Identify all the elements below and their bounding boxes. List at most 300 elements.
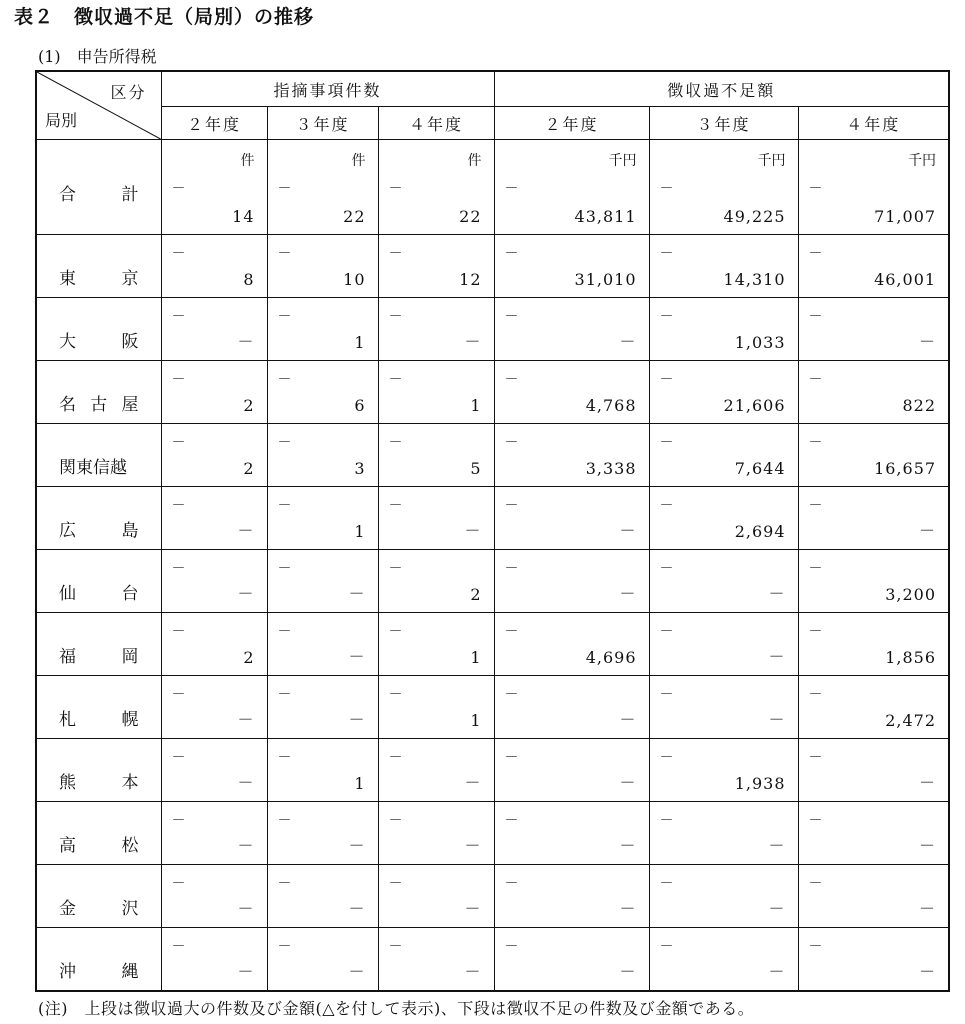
bureau-name: [59, 453, 139, 478]
bureau-name-char: 縄: [121, 962, 139, 982]
undercollection-value: －: [619, 773, 637, 792]
value-cell: [161, 739, 267, 802]
undercollection-value: －: [768, 584, 786, 603]
overcollection-value: －: [808, 750, 823, 766]
overcollection-value: －: [808, 939, 823, 955]
undercollection-value: 1,856: [885, 648, 937, 667]
undercollection-value: －: [464, 899, 482, 918]
undercollection-value: 71,007: [874, 207, 937, 226]
overcollection-value: －: [659, 561, 674, 577]
undercollection-value: －: [464, 836, 482, 855]
bureau-name-char: 阪: [121, 332, 139, 352]
undercollection-value: 3,200: [885, 585, 937, 604]
undercollection-value: 3,338: [585, 459, 637, 478]
value-cell: [267, 298, 378, 361]
value-cell: [161, 928, 267, 992]
value-cell: [267, 865, 378, 928]
value-cell: [378, 676, 494, 739]
value-cell: [161, 550, 267, 613]
value-cell: [378, 550, 494, 613]
undercollection-value: 12: [459, 270, 482, 289]
value-cell: [378, 361, 494, 424]
value-cell: [649, 676, 798, 739]
undercollection-value: 4,696: [585, 648, 637, 667]
undercollection-value: －: [237, 332, 255, 351]
year-header: ４年度: [798, 107, 949, 140]
bureau-name: [59, 264, 139, 289]
value-cell: [649, 865, 798, 928]
unit-label: 件: [467, 153, 482, 169]
overcollection-value: －: [171, 561, 186, 577]
bureau-cell: [36, 550, 161, 613]
value-cell: [649, 424, 798, 487]
overcollection-value: －: [808, 687, 823, 703]
overcollection-value: －: [388, 687, 403, 703]
overcollection-value: －: [504, 939, 519, 955]
table-row: [36, 865, 949, 928]
bureau-name-char: 高: [59, 836, 76, 856]
value-cell: [161, 676, 267, 739]
undercollection-value: 1: [354, 774, 366, 793]
overcollection-value: －: [388, 309, 403, 325]
undercollection-value: 22: [459, 207, 482, 226]
undercollection-value: －: [348, 584, 366, 603]
value-cell: [798, 676, 949, 739]
footnote: (注) 上段は徴収過大の件数及び金額(△を付して表示)、下段は徴収不足の件数及び金額である。: [38, 999, 755, 1018]
overcollection-value: －: [659, 372, 674, 388]
unit-label: 千円: [608, 153, 637, 169]
overcollection-value: －: [504, 372, 519, 388]
bureau-name-char: 名: [59, 395, 76, 415]
overcollection-value: －: [277, 246, 292, 262]
overcollection-value: －: [808, 813, 823, 829]
undercollection-value: 1: [470, 396, 482, 415]
overcollection-value: －: [504, 181, 519, 197]
undercollection-value: 49,225: [723, 207, 786, 226]
bureau-name-char: 東: [59, 269, 76, 289]
overcollection-value: －: [171, 246, 186, 262]
value-cell: [494, 424, 649, 487]
value-cell: [494, 140, 649, 235]
overcollection-value: －: [504, 813, 519, 829]
overcollection-value: －: [659, 246, 674, 262]
bureau-name-char: 仙: [59, 584, 76, 604]
overcollection-value: －: [388, 246, 403, 262]
overcollection-value: －: [277, 561, 292, 577]
undercollection-value: 10: [343, 270, 366, 289]
undercollection-value: －: [348, 836, 366, 855]
value-cell: [494, 550, 649, 613]
overcollection-value: －: [277, 435, 292, 451]
overcollection-value: －: [388, 624, 403, 640]
unit-label: 件: [351, 153, 366, 169]
bureau-name: [59, 705, 139, 730]
value-cell: [649, 298, 798, 361]
value-cell: [267, 739, 378, 802]
value-cell: [649, 361, 798, 424]
overcollection-value: －: [171, 813, 186, 829]
undercollection-value: 822: [902, 396, 937, 415]
bureau-name: [59, 516, 139, 541]
value-cell: [378, 487, 494, 550]
value-cell: [267, 361, 378, 424]
overcollection-value: －: [388, 813, 403, 829]
overcollection-value: －: [171, 687, 186, 703]
bureau-cell: [36, 928, 161, 992]
undercollection-value: －: [768, 710, 786, 729]
value-cell: [378, 613, 494, 676]
undercollection-value: 6: [354, 396, 366, 415]
undercollection-value: 16,657: [874, 459, 937, 478]
unit-label: 千円: [757, 153, 786, 169]
value-cell: [161, 140, 267, 235]
undercollection-value: －: [464, 521, 482, 540]
overcollection-value: －: [277, 372, 292, 388]
overcollection-value: －: [504, 498, 519, 514]
value-cell: [378, 802, 494, 865]
table-row: [36, 802, 949, 865]
undercollection-value: 2: [470, 585, 482, 604]
bureau-cell: [36, 487, 161, 550]
value-cell: [649, 802, 798, 865]
overcollection-value: －: [659, 435, 674, 451]
year-header: ３年度: [649, 107, 798, 140]
overcollection-value: －: [388, 435, 403, 451]
value-cell: [267, 676, 378, 739]
overcollection-value: －: [504, 309, 519, 325]
bureau-cell: [36, 298, 161, 361]
undercollection-value: －: [464, 962, 482, 981]
undercollection-value: 1: [470, 648, 482, 667]
undercollection-value: 14,310: [723, 270, 786, 289]
bureau-name: [59, 957, 139, 982]
overcollection-value: －: [808, 435, 823, 451]
bureau-name: [59, 831, 139, 856]
overcollection-value: －: [171, 624, 186, 640]
value-cell: [494, 802, 649, 865]
table-row: [36, 739, 949, 802]
overcollection-value: －: [808, 181, 823, 197]
undercollection-value: 46,001: [874, 270, 937, 289]
value-cell: [378, 928, 494, 992]
table-row: [36, 235, 949, 298]
value-cell: [798, 140, 949, 235]
bureau-cell: [36, 140, 161, 235]
value-cell: [798, 361, 949, 424]
overcollection-value: －: [504, 624, 519, 640]
table-row: [36, 140, 949, 235]
bureau-name-char: 屋: [121, 395, 139, 415]
value-cell: [649, 928, 798, 992]
undercollection-value: －: [768, 836, 786, 855]
value-cell: [267, 235, 378, 298]
table-row: [36, 613, 949, 676]
overcollection-value: －: [277, 624, 292, 640]
value-cell: [267, 550, 378, 613]
undercollection-value: －: [919, 521, 937, 540]
bureau-name-char: 金: [59, 899, 76, 919]
table-row: [36, 928, 949, 992]
undercollection-value: －: [619, 521, 637, 540]
bureau-name-char: 沢: [121, 899, 139, 919]
bureau-name-char: 札: [59, 710, 76, 730]
undercollection-value: 1: [354, 522, 366, 541]
bureau-name-char: 京: [121, 269, 139, 289]
bureau-name-char: 大: [59, 332, 76, 352]
value-cell: [798, 235, 949, 298]
value-cell: [494, 235, 649, 298]
table-row: [36, 550, 949, 613]
bureau-name-char: 広: [59, 521, 76, 541]
value-cell: [798, 424, 949, 487]
overcollection-value: －: [504, 561, 519, 577]
bureau-name-char: 福: [59, 647, 76, 667]
value-cell: [494, 361, 649, 424]
bureau-name: [59, 180, 139, 205]
value-cell: [161, 487, 267, 550]
value-cell: [649, 140, 798, 235]
undercollection-value: 1,938: [734, 774, 786, 793]
undercollection-value: －: [237, 962, 255, 981]
overcollection-value: －: [659, 813, 674, 829]
group-header-amount: 徴収過不足額: [494, 71, 949, 107]
undercollection-value: 1,033: [734, 333, 786, 352]
bureau-name-char: 熊: [59, 773, 76, 793]
overcollection-value: －: [171, 181, 186, 197]
value-cell: [161, 361, 267, 424]
overcollection-value: －: [808, 624, 823, 640]
year-header: ２年度: [494, 107, 649, 140]
undercollection-value: 5: [470, 459, 482, 478]
overcollection-value: －: [659, 750, 674, 766]
undercollection-value: －: [348, 710, 366, 729]
undercollection-value: 1: [354, 333, 366, 352]
overcollection-value: －: [388, 876, 403, 892]
overcollection-value: －: [388, 498, 403, 514]
overcollection-value: －: [504, 246, 519, 262]
overcollection-value: －: [808, 876, 823, 892]
overcollection-value: －: [277, 687, 292, 703]
undercollection-value: 31,010: [574, 270, 637, 289]
bureau-name-char: 岡: [121, 647, 139, 667]
bureau-name-char: 本: [121, 773, 139, 793]
bureau-cell: [36, 424, 161, 487]
table-row: [36, 298, 949, 361]
undercollection-value: －: [768, 647, 786, 666]
undercollection-value: －: [464, 332, 482, 351]
undercollection-value: －: [619, 584, 637, 603]
value-cell: [798, 802, 949, 865]
overcollection-value: －: [277, 876, 292, 892]
value-cell: [161, 298, 267, 361]
value-cell: [649, 613, 798, 676]
undercollection-value: 2: [243, 648, 255, 667]
undercollection-value: －: [919, 836, 937, 855]
table-subtitle: (1) 申告所得税: [38, 47, 157, 66]
value-cell: [798, 739, 949, 802]
undercollection-value: 21,606: [723, 396, 786, 415]
undercollection-value: －: [919, 332, 937, 351]
value-cell: [267, 613, 378, 676]
bureau-name: [59, 768, 139, 793]
undercollection-value: －: [619, 332, 637, 351]
undercollection-value: 43,811: [574, 207, 637, 226]
overcollection-value: －: [171, 309, 186, 325]
value-cell: [378, 235, 494, 298]
undercollection-value: 2,472: [885, 711, 937, 730]
value-cell: [649, 235, 798, 298]
group-header-count: 指摘事項件数: [161, 71, 494, 107]
table-row: [36, 487, 949, 550]
value-cell: [798, 298, 949, 361]
bureau-cell: [36, 739, 161, 802]
overcollection-value: －: [659, 498, 674, 514]
value-cell: [494, 298, 649, 361]
bureau-name-char: 関東信越: [59, 458, 127, 478]
undercollection-value: －: [768, 962, 786, 981]
bureau-cell: [36, 865, 161, 928]
undercollection-value: 4,768: [585, 396, 637, 415]
bureau-name: [59, 894, 139, 919]
overcollection-value: －: [171, 435, 186, 451]
value-cell: [649, 739, 798, 802]
overcollection-value: －: [659, 181, 674, 197]
overcollection-value: －: [659, 624, 674, 640]
overcollection-value: －: [659, 876, 674, 892]
value-cell: [494, 865, 649, 928]
value-cell: [649, 487, 798, 550]
value-cell: [798, 928, 949, 992]
overcollection-value: －: [277, 750, 292, 766]
bureau-cell: [36, 676, 161, 739]
unit-label: 件: [240, 153, 255, 169]
overcollection-value: －: [504, 750, 519, 766]
overcollection-value: －: [171, 498, 186, 514]
overcollection-value: －: [808, 372, 823, 388]
overcollection-value: －: [808, 246, 823, 262]
undercollection-value: 7,644: [734, 459, 786, 478]
undercollection-value: －: [348, 962, 366, 981]
value-cell: [798, 865, 949, 928]
undercollection-value: －: [237, 773, 255, 792]
bureau-name-char: 台: [121, 584, 139, 604]
undercollection-value: 14: [232, 207, 255, 226]
undercollection-value: －: [237, 710, 255, 729]
undercollection-value: 1: [470, 711, 482, 730]
bureau-name-char: 沖: [59, 962, 76, 982]
value-cell: [649, 550, 798, 613]
value-cell: [267, 487, 378, 550]
undercollection-value: －: [619, 899, 637, 918]
value-cell: [161, 865, 267, 928]
undercollection-value: －: [348, 647, 366, 666]
value-cell: [798, 613, 949, 676]
overcollection-value: －: [171, 750, 186, 766]
undercollection-value: 22: [343, 207, 366, 226]
bureau-name-char: 幌: [121, 710, 139, 730]
bureau-cell: [36, 613, 161, 676]
undercollection-value: －: [619, 962, 637, 981]
overcollection-value: －: [388, 939, 403, 955]
bureau-name-char: 合: [59, 185, 76, 205]
overcollection-value: －: [808, 498, 823, 514]
value-cell: [494, 613, 649, 676]
value-cell: [161, 613, 267, 676]
undercollection-value: －: [619, 836, 637, 855]
overcollection-value: －: [659, 939, 674, 955]
overcollection-value: －: [277, 309, 292, 325]
corner-label-bureau: 局別: [45, 111, 78, 130]
bureau-name: [59, 579, 139, 604]
value-cell: [267, 424, 378, 487]
overcollection-value: －: [388, 750, 403, 766]
undercollection-value: －: [237, 899, 255, 918]
year-header: ２年度: [161, 107, 267, 140]
bureau-cell: [36, 802, 161, 865]
bureau-name-char: 島: [121, 521, 139, 541]
overcollection-value: －: [171, 939, 186, 955]
table-row: [36, 361, 949, 424]
table-row: [36, 424, 949, 487]
overcollection-value: －: [277, 181, 292, 197]
overcollection-value: －: [277, 939, 292, 955]
bureau-name-char: 計: [121, 185, 139, 205]
value-cell: [161, 235, 267, 298]
undercollection-value: －: [619, 710, 637, 729]
value-cell: [378, 298, 494, 361]
overcollection-value: －: [388, 561, 403, 577]
bureau-name: [59, 642, 139, 667]
bureau-name: [59, 327, 139, 352]
value-cell: [267, 802, 378, 865]
value-cell: [494, 739, 649, 802]
value-cell: [161, 424, 267, 487]
overcollection-value: －: [171, 876, 186, 892]
bureau-cell: [36, 235, 161, 298]
value-cell: [378, 424, 494, 487]
undercollection-value: －: [919, 773, 937, 792]
value-cell: [494, 487, 649, 550]
corner-label-category: 区分: [110, 83, 147, 102]
undercollection-value: －: [768, 899, 786, 918]
overcollection-value: －: [504, 687, 519, 703]
bureau-name-char: 松: [121, 836, 139, 856]
value-cell: [494, 928, 649, 992]
bureau-cell: [36, 361, 161, 424]
undercollection-value: －: [919, 899, 937, 918]
overcollection-value: －: [808, 309, 823, 325]
value-cell: [378, 739, 494, 802]
value-cell: [267, 140, 378, 235]
year-header: ４年度: [378, 107, 494, 140]
income-tax-table: [35, 70, 950, 992]
overcollection-value: －: [504, 435, 519, 451]
table-title: 表２ 徴収過不足（局別）の推移: [14, 6, 315, 28]
value-cell: [798, 487, 949, 550]
undercollection-value: 8: [243, 270, 255, 289]
value-cell: [267, 928, 378, 992]
value-cell: [161, 802, 267, 865]
overcollection-value: －: [659, 309, 674, 325]
overcollection-value: －: [504, 876, 519, 892]
overcollection-value: －: [277, 813, 292, 829]
value-cell: [798, 550, 949, 613]
undercollection-value: －: [464, 773, 482, 792]
undercollection-value: －: [237, 836, 255, 855]
overcollection-value: －: [659, 687, 674, 703]
year-header: ３年度: [267, 107, 378, 140]
undercollection-value: －: [237, 521, 255, 540]
